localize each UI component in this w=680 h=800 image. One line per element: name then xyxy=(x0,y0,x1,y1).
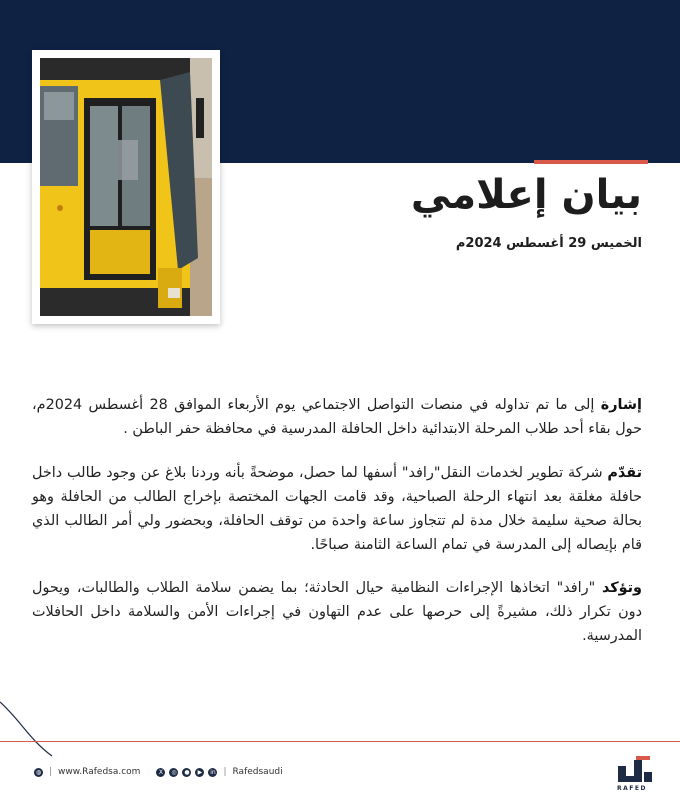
paragraph-1-text: إلى ما تم تداوله في منصات التواصل الاجتماعي يوم الأربعاء الموافق 28 أغسطس 2024م، حول بقاء أحد طلاب المرحلة الابتدائية داخل الحافلة المدرسية في محافظة حفر الباطن . xyxy=(32,397,642,437)
social-handle: Rafedsaudi xyxy=(232,767,283,777)
footer-divider xyxy=(0,741,680,742)
logo-wordmark: RAFED xyxy=(617,785,647,792)
x-icon[interactable]: X xyxy=(156,768,165,777)
paragraph-3 xyxy=(32,576,642,648)
statement-date: الخميس 29 أغسطس 2024م xyxy=(455,236,642,251)
paragraph-1-lead: إشارة xyxy=(600,397,642,413)
paragraph-2 xyxy=(32,461,642,557)
snapchat-icon[interactable]: ● xyxy=(184,768,190,776)
paragraph-3-text: "رافد" اتخاذها الإجراءات النظامية حيال الحادثة؛ بما يضمن سلامة الطلاب والطالبات، ويحول دون تكرار ذلك، مشيرةً إلى حرصها على عدم التهاون في إجراءات الأمن والسلامة داخل الحافلات المدرسية. xyxy=(32,580,642,644)
school-bus-image xyxy=(40,58,212,316)
paragraph-3-lead: وتؤكد xyxy=(601,580,642,596)
globe-icon: ◍ xyxy=(35,768,42,776)
youtube-icon[interactable]: ▶ xyxy=(195,768,204,777)
bus-photo xyxy=(32,50,220,324)
page-title: بيان إعلامي xyxy=(410,172,642,218)
paragraph-1 xyxy=(32,393,642,441)
paragraph-2-lead: تقدّم xyxy=(607,465,642,481)
footer-contact: ◍ | www.Rafedsa.com X ◎ ● ▶ in | Rafedsaudi xyxy=(35,767,283,777)
footer-curve xyxy=(0,700,60,760)
linkedin-icon[interactable]: in xyxy=(210,768,216,776)
title-accent-line xyxy=(534,160,648,164)
instagram-icon[interactable]: ◎ xyxy=(171,768,177,776)
website-link[interactable]: www.Rafedsa.com xyxy=(58,767,141,777)
paragraph-2-text: شركة تطوير لخدمات النقل"رافد" أسفها لما حصل، موضحةً بأنه وردنا بلاغ عن وجود طالب داخل حافلة مغلقة بعد انتهاء الرحلة الصباحية، وقد قامت الجهات المختصة بإخراج الطالب من الحافلة وهو بحالة صحية سليمة خلال مدة لم تتجاوز ساعة واحدة من توقف الحافلة، وبحضور ولي أمر الطالب الذي قام بإيصاله إلى المدرسة في تمام الساعة الثامنة صباحًا. xyxy=(32,465,642,553)
